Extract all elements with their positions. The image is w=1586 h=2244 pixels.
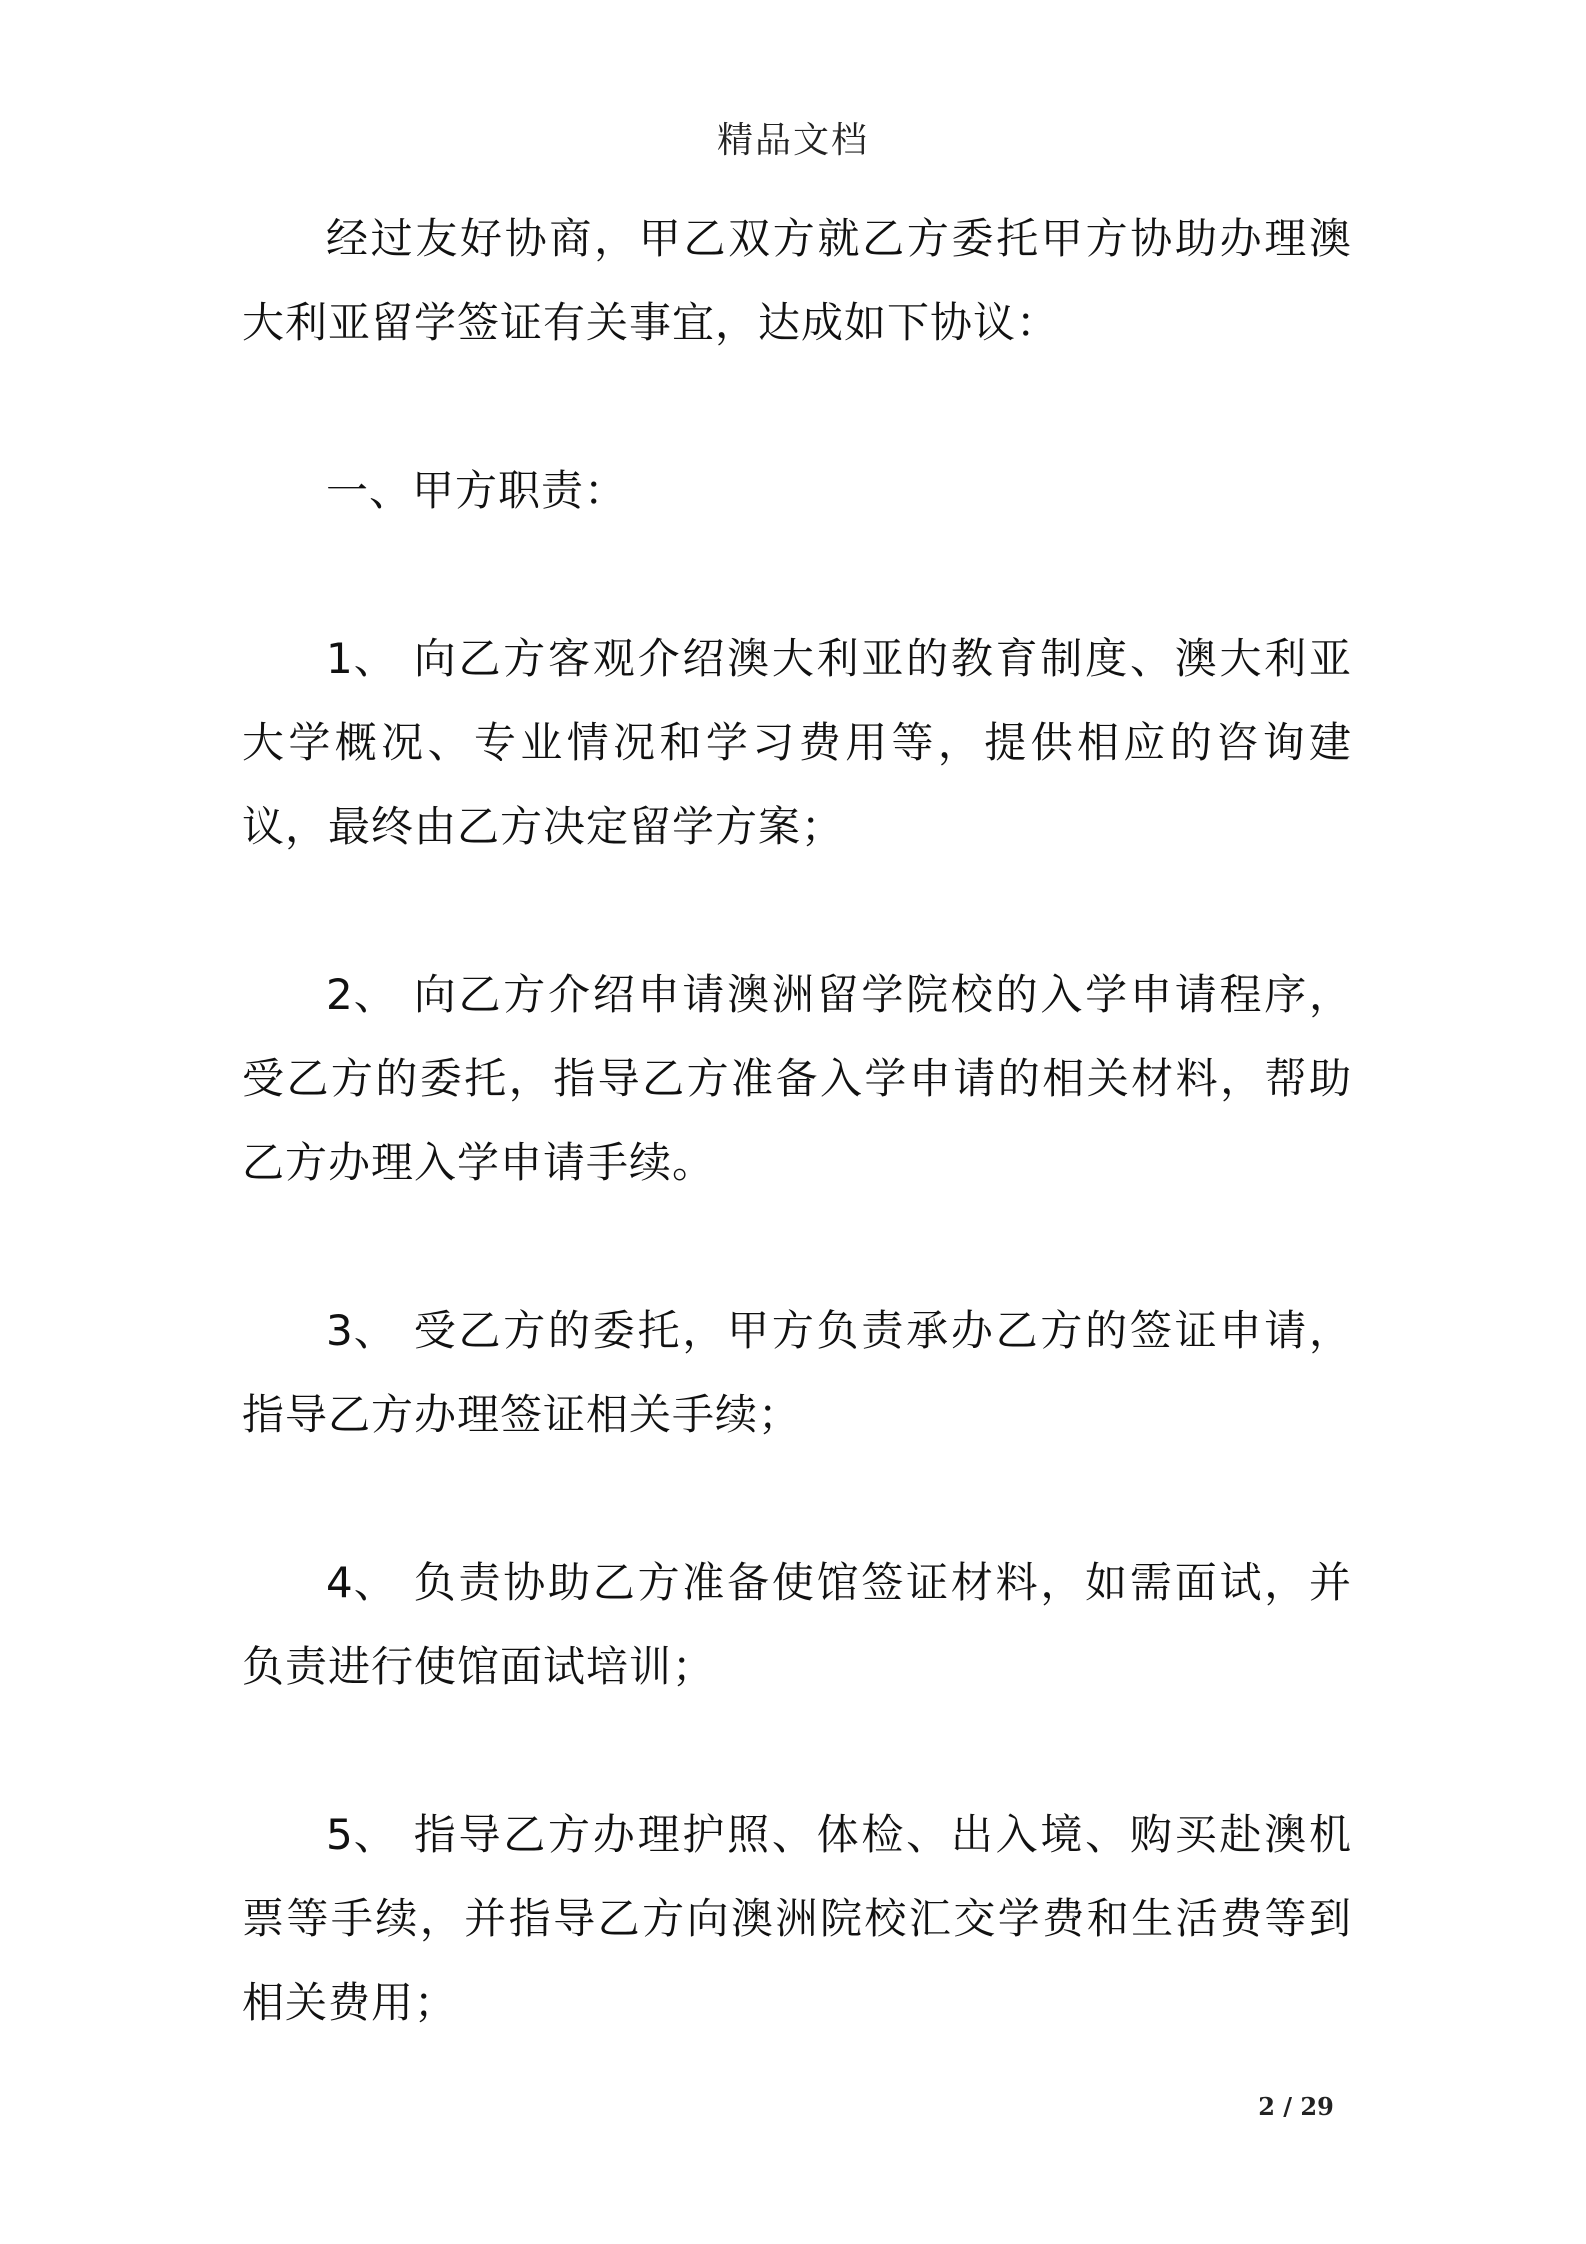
list-item-text: 受乙方的委托，甲方负责承办乙方的签证申请，指导乙方办理签证相关手续； — [242, 1306, 1352, 1439]
list-item-number: 2、 — [326, 970, 397, 1019]
list-item-number: 1、 — [326, 634, 397, 683]
spacer — [242, 533, 1352, 617]
list-item-number: 3、 — [326, 1306, 397, 1355]
document-body — [242, 197, 1352, 2045]
list-item-number: 5、 — [326, 1810, 397, 1859]
spacer — [242, 869, 1352, 953]
section-title: 甲方职责： — [412, 466, 628, 515]
spacer — [242, 1205, 1352, 1289]
spacer — [242, 365, 1352, 449]
spacer — [242, 1457, 1352, 1541]
list-item-text: 向乙方介绍申请澳洲留学院校的入学申请程序，受乙方的委托，指导乙方准备入学申请的相关材料，帮助乙方办理入学申请手续。 — [242, 970, 1352, 1187]
page-number: 2 / 29 — [1258, 2092, 1334, 2121]
list-item-number: 4、 — [326, 1558, 397, 1607]
intro-paragraph: 经过友好协商，甲乙双方就乙方委托甲方协助办理澳大利亚留学签证有关事宜，达成如下协议： — [242, 214, 1352, 347]
list-item-5 — [242, 1793, 1352, 2045]
section-heading — [242, 449, 1352, 533]
list-item-3 — [242, 1289, 1352, 1457]
list-item-text: 指导乙方办理护照、体检、出入境、购买赴澳机票等手续，并指导乙方向澳洲院校汇交学费和生活费等到相关费用； — [242, 1810, 1352, 2027]
section-number: 一、 — [326, 466, 413, 515]
list-item-2 — [242, 953, 1352, 1205]
list-item-text: 负责协助乙方准备使馆签证材料，如需面试，并负责进行使馆面试培训； — [242, 1558, 1352, 1691]
list-item-4 — [242, 1541, 1352, 1709]
spacer — [242, 1709, 1352, 1793]
page-header-title: 精品文档 — [716, 120, 869, 161]
list-item-1 — [242, 617, 1352, 869]
list-item-text: 向乙方客观介绍澳大利亚的教育制度、澳大利亚大学概况、专业情况和学习费用等，提供相应的咨询建议，最终由乙方决定留学方案； — [242, 634, 1352, 851]
